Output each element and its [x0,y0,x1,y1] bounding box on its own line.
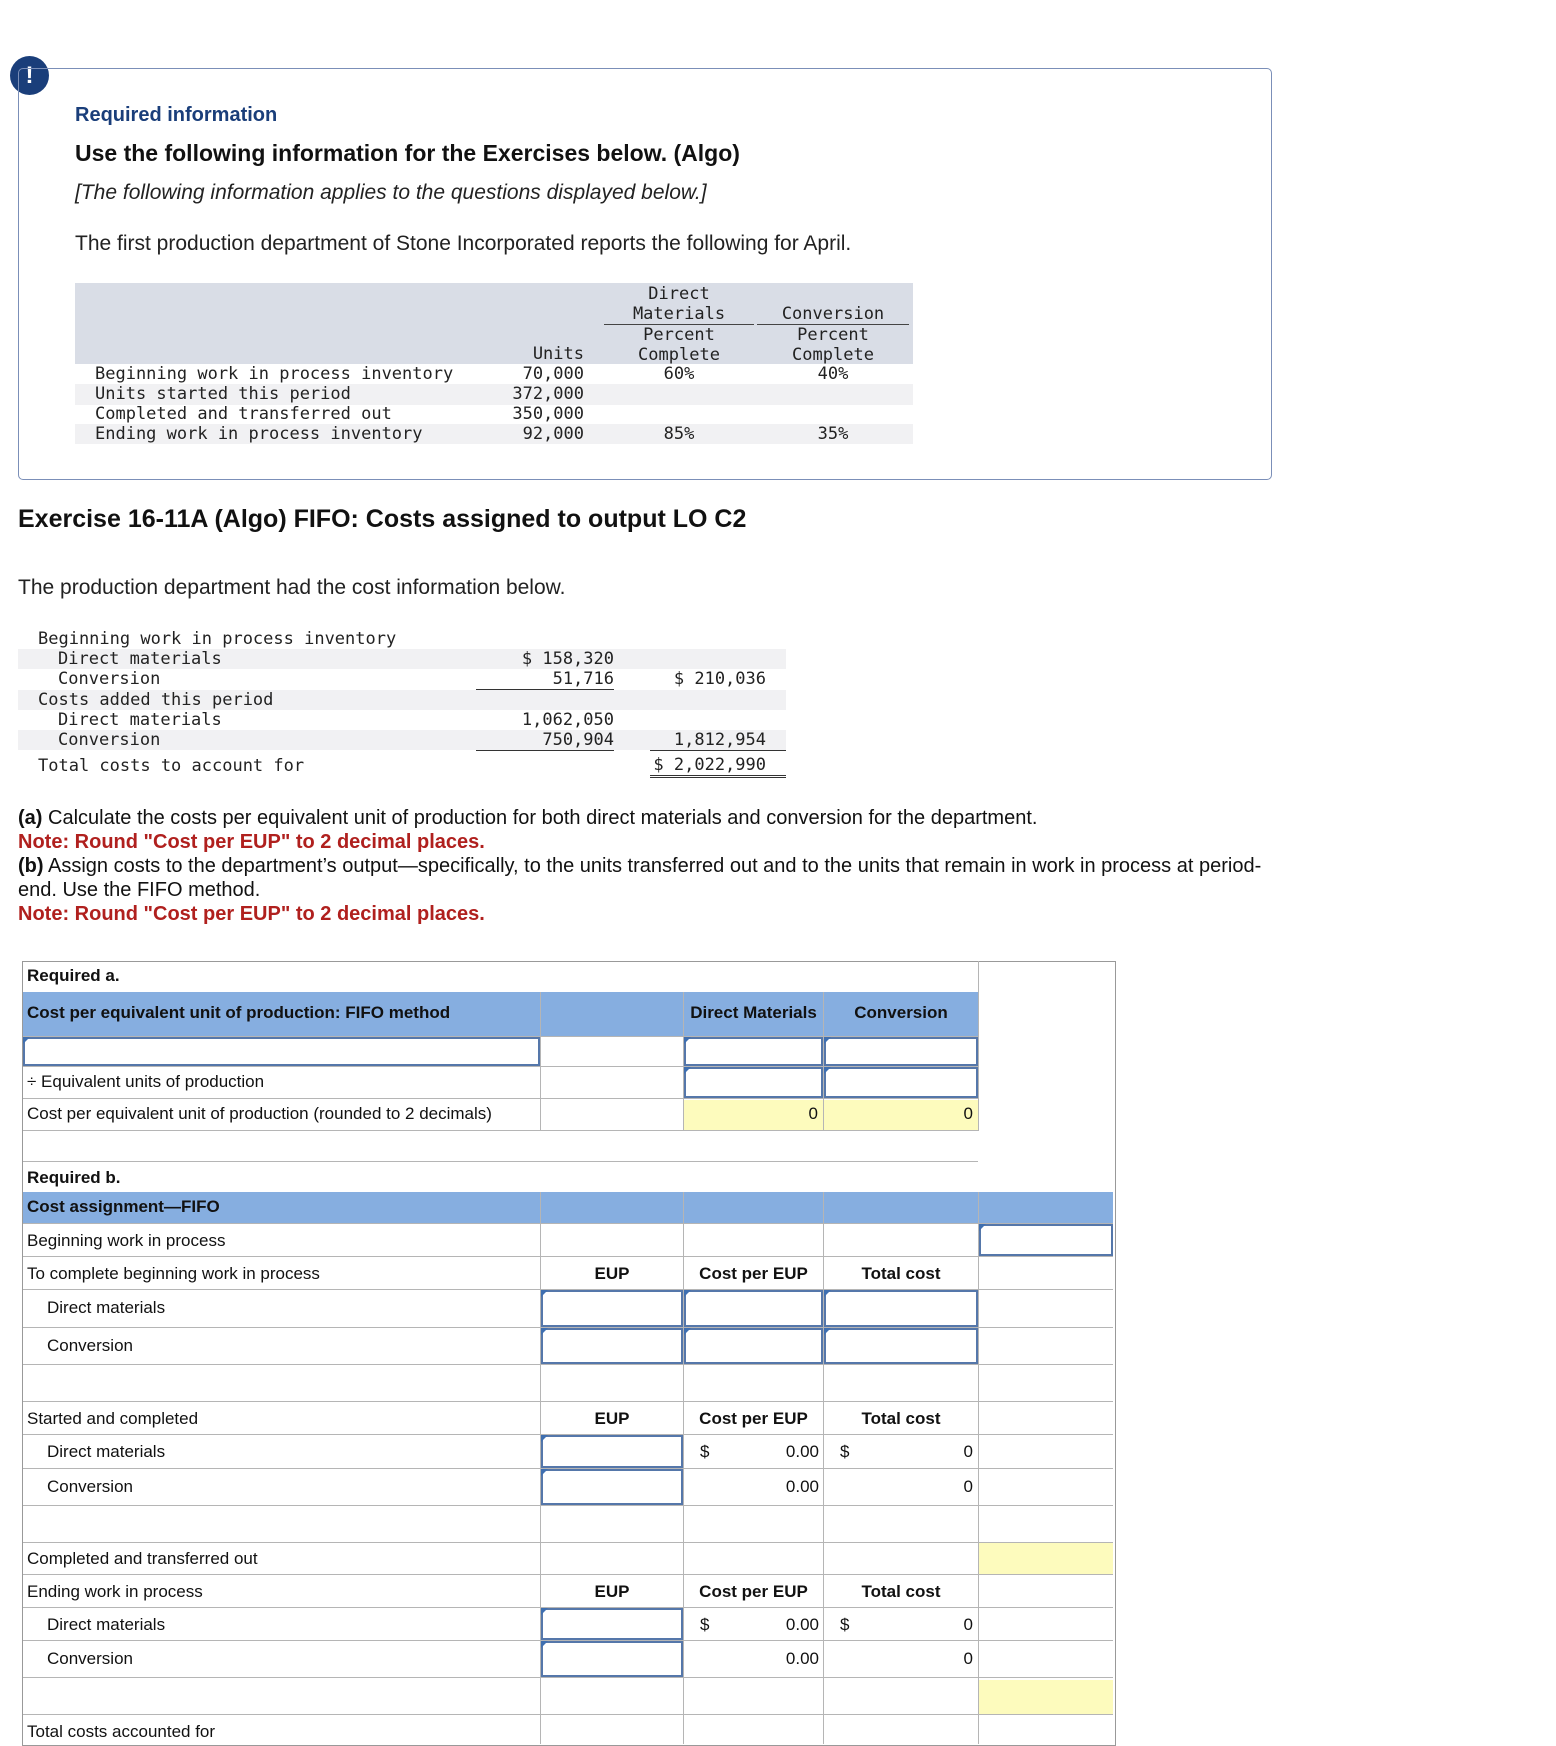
ending-wip-label: Ending work in process [27,1582,203,1601]
beg-conv-value: 51,716 [476,669,614,690]
question-a: (a) Calculate the costs per equivalent unit of production for both direct materials and conversion for the department. [18,807,1038,829]
conv-header-2: Percent [757,324,909,345]
dollar-sign: $ [700,1442,710,1461]
cpe-header: Cost per equivalent unit of production: FIFO method [27,1003,451,1022]
units-row-label: Completed and transferred out [95,404,392,424]
note-b: Note: Round "Cost per EUP" to 2 decimal places. [18,903,485,925]
sc-dm-eup-input[interactable] [541,1435,683,1468]
cost-label-input[interactable] [23,1037,540,1066]
ew-dm-cpe-value: 0.00 [785,1615,819,1634]
assign-header: Cost assignment—FIFO [27,1197,220,1216]
note-a: Note: Round "Cost per EUP" to 2 decimal places. [18,831,485,853]
units-value: 372,000 [512,384,584,404]
cost-beg-label: Beginning work in process inventory [38,629,397,649]
units-row-label: Ending work in process inventory [95,424,423,444]
cost-add-dm-label: Direct materials [58,710,222,730]
cost-added-label: Costs added this period [38,690,274,710]
started-completed-label: Started and completed [27,1409,199,1428]
required-a-label: Required a. [27,966,120,985]
units-value: 350,000 [512,404,584,424]
add-total-value: 1,812,954 [650,730,786,751]
dollar-sign: $ [700,1615,710,1634]
sc-dm-cpe-value: 0.00 [785,1442,819,1461]
ew-conv-total-value: 0 [963,1649,973,1668]
units-value: 70,000 [522,364,584,384]
conv-eup-input[interactable] [824,1067,978,1098]
dm-percent-beg: 60% [663,364,695,384]
sc-dm-label: Direct materials [47,1442,166,1461]
sc-conv-label: Conversion [47,1477,133,1496]
total-cost-header-2: Total cost [861,1409,941,1428]
alert-icon: ! [10,56,49,95]
cpe-conv-value: 0 [963,1104,973,1123]
conv-column-header: Conversion [854,1003,948,1022]
dm-header-4: Complete [638,345,720,365]
dm-header-1: Direct [648,284,710,304]
cpe-header-b3: Cost per EUP [699,1582,808,1601]
eup-header: EUP [594,1264,630,1283]
ew-conv-cpe-value: 0.00 [785,1649,819,1668]
units-row-label: Beginning work in process inventory [95,364,454,384]
ew-dm-label: Direct materials [47,1615,166,1634]
tc-conv-label: Conversion [47,1336,133,1355]
ew-dm-eup-input[interactable] [541,1608,683,1640]
eup-header-3: EUP [594,1582,630,1601]
tc-dm-total-input[interactable] [824,1290,978,1327]
dm-header-2: Materials [632,304,726,324]
cpe-header-b2: Cost per EUP [699,1409,808,1428]
total-cost-header-3: Total cost [861,1582,941,1601]
eup-header-2: EUP [594,1409,630,1428]
beg-wip-label: Beginning work in process [27,1231,226,1250]
ew-conv-eup-input[interactable] [541,1641,683,1677]
add-conv-value: 750,904 [476,730,614,751]
cpe-header-b1: Cost per EUP [699,1264,808,1283]
exercise-title: Exercise 16-11A (Algo) FIFO: Costs assigned to output LO C2 [18,505,747,533]
units-row-label: Units started this period [95,384,351,404]
completed-out-label: Completed and transferred out [27,1549,258,1568]
grand-total-value: $ 2,022,990 [650,755,786,778]
cost-beg-conv-label: Conversion [58,669,161,689]
use-info-heading: Use the following information for the Exercises below. (Algo) [75,140,740,166]
sc-dm-total-value: 0 [963,1442,973,1461]
ew-dm-total-value: 0 [963,1615,973,1634]
first-production-text: The first production department of Stone Incorporated reports the following for April. [75,232,852,255]
cpe-dm-value: 0 [808,1104,818,1123]
conv-header-1: Conversion [781,304,885,324]
units-header: Units [532,344,584,364]
total-accounted-label: Total costs accounted for [27,1722,216,1741]
cpe-row-label: Cost per equivalent unit of production (rounded to 2 decimals) [27,1104,492,1123]
sc-conv-eup-input[interactable] [541,1469,683,1505]
ew-conv-label: Conversion [47,1649,133,1668]
dm-percent-end: 85% [663,424,695,444]
tc-conv-total-input[interactable] [824,1328,978,1364]
dollar-sign: $ [840,1442,850,1461]
tc-dm-label: Direct materials [47,1298,166,1317]
sc-conv-total-value: 0 [963,1477,973,1496]
conv-cost-input[interactable] [824,1037,978,1066]
question-b: (b) Assign costs to the department’s output—specifically, to the units transferred out and to the units that remain in work in process at period-end. Use the FIFO method. [18,855,1262,901]
tc-conv-eup-input[interactable] [541,1328,683,1364]
dollar-sign: $ [840,1615,850,1634]
beg-total-value: $ 210,036 [673,669,766,689]
tc-dm-eup-input[interactable] [541,1290,683,1327]
dm-cost-input[interactable] [684,1037,823,1066]
required-info-heading: Required information [75,104,278,126]
dm-eup-input[interactable] [684,1067,823,1098]
tc-conv-cpe-input[interactable] [684,1328,823,1364]
conv-percent-end: 35% [817,424,849,444]
dm-header-3: Percent [604,324,754,345]
cost-add-conv-label: Conversion [58,730,161,750]
to-complete-label: To complete beginning work in process [27,1264,320,1283]
beg-wip-cost-input[interactable] [979,1224,1113,1256]
beg-dm-value: $ 158,320 [521,649,614,669]
conv-percent-beg: 40% [817,364,849,384]
equivalent-units-label: ÷ Equivalent units of production [27,1072,265,1091]
units-value: 92,000 [522,424,584,444]
cost-beg-dm-label: Direct materials [58,649,222,669]
conv-header-3: Complete [792,345,874,365]
cost-total-label: Total costs to account for [38,756,305,776]
applies-note: [The following information applies to the questions displayed below.] [75,181,707,204]
total-cost-header: Total cost [861,1264,941,1283]
dm-column-header: Direct Materials [690,1003,817,1022]
production-dept-text: The production department had the cost information below. [18,576,566,599]
tc-dm-cpe-input[interactable] [684,1290,823,1327]
add-dm-value: 1,062,050 [521,710,614,730]
sc-conv-cpe-value: 0.00 [785,1477,819,1496]
required-b-label: Required b. [27,1168,121,1187]
